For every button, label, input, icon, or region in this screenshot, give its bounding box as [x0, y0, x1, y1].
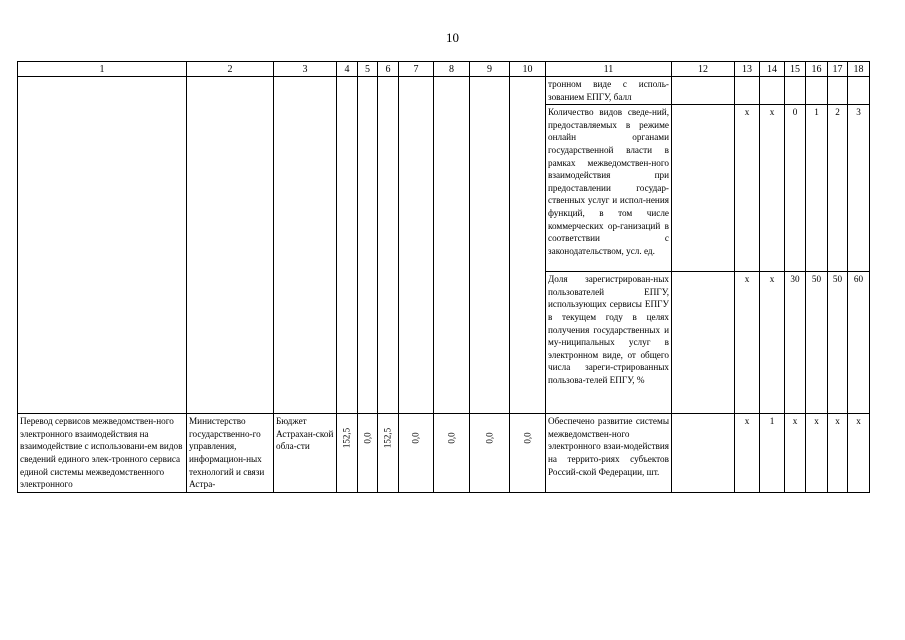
col-header: 11: [546, 62, 672, 77]
value-cell: 2: [828, 105, 848, 272]
col-header: 16: [806, 62, 828, 77]
funding-value: 0,0: [484, 432, 495, 444]
funding-value: 0,0: [362, 432, 373, 444]
value-cell: 0: [785, 105, 806, 272]
col-header: 3: [274, 62, 337, 77]
col-header: 7: [399, 62, 434, 77]
empty-cell: [470, 77, 510, 414]
value-cell: х: [848, 414, 870, 493]
value-cell: х: [735, 414, 760, 493]
funding-value: 152,5: [341, 428, 352, 449]
indicator-cell: Доля зарегистрирован-ных пользователей ЕПГУ, использующих сервисы ЕПГУ в текущем году в целях получения государственных и му-ниципальных услуг в электронном виде, от общего числа зареги-стрированных пользова-телей ЕПГУ, %: [546, 272, 672, 414]
funding-source-cell: Бюджет Астрахан-ской обла-сти: [274, 414, 337, 493]
col-header: 12: [672, 62, 735, 77]
value-cell: х: [760, 105, 785, 272]
funding-cell: [378, 414, 399, 493]
funding-cell: [337, 414, 358, 493]
value-cell: х: [735, 272, 760, 414]
funding-cell: [399, 414, 434, 493]
measure-name-cell: Перевод сервисов межведомствен-ного электронного взаимодействия на взаимодействие с использовани-ем видов сведений единого элек-тронного сервиса единой системы межведомственного электронного: [18, 414, 187, 493]
value-cell: 30: [785, 272, 806, 414]
value-cell: 3: [848, 105, 870, 272]
value-cell: [785, 77, 806, 105]
funding-cell: [358, 414, 378, 493]
indicator-cell: тронном виде с исполь-зованием ЕПГУ, балл: [546, 77, 672, 105]
col-header: 15: [785, 62, 806, 77]
empty-cell: [434, 77, 470, 414]
value-cell: [760, 77, 785, 105]
empty-cell: [510, 77, 546, 414]
empty-cell: [672, 105, 735, 272]
empty-cell: [378, 77, 399, 414]
page-number: 10: [446, 30, 459, 45]
value-cell: [828, 77, 848, 105]
column-number-row: [18, 62, 870, 77]
value-cell: х: [828, 414, 848, 493]
col-header: 4: [337, 62, 358, 77]
empty-cell: [399, 77, 434, 414]
col-header: 14: [760, 62, 785, 77]
funding-value: 152,5: [382, 428, 393, 449]
funding-cell: [510, 414, 546, 493]
empty-cell: [358, 77, 378, 414]
executor-cell: Министерство государственно-го управления, информацион-ных технологий и связи Астра-: [187, 414, 274, 493]
col-header: 10: [510, 62, 546, 77]
col-header: 6: [378, 62, 399, 77]
empty-cell: [672, 272, 735, 414]
empty-cell: [274, 77, 337, 414]
col-header: 9: [470, 62, 510, 77]
indicator-cell: Обеспечено развитие системы межведомствен-ного электронного взаи-модействия на террито-риях субъектов Россий-ской Федерации, шт.: [546, 414, 672, 493]
value-cell: [806, 77, 828, 105]
empty-cell: [187, 77, 274, 414]
empty-cell: [672, 414, 735, 493]
value-cell: 50: [828, 272, 848, 414]
funding-value: 0,0: [522, 432, 533, 444]
value-cell: 1: [806, 105, 828, 272]
value-cell: х: [806, 414, 828, 493]
program-table: [17, 61, 870, 493]
table-row: [18, 77, 870, 105]
funding-value: 0,0: [410, 432, 421, 444]
col-header: 1: [18, 62, 187, 77]
funding-value: 0,0: [446, 432, 457, 444]
empty-cell: [672, 77, 735, 105]
funding-cell: [434, 414, 470, 493]
value-cell: х: [785, 414, 806, 493]
col-header: 8: [434, 62, 470, 77]
col-header: 2: [187, 62, 274, 77]
col-header: 5: [358, 62, 378, 77]
value-cell: х: [760, 272, 785, 414]
funding-cell: [470, 414, 510, 493]
empty-cell: [337, 77, 358, 414]
value-cell: 50: [806, 272, 828, 414]
value-cell: 1: [760, 414, 785, 493]
indicator-cell: Количество видов сведе-ний, предоставляемых в режиме онлайн органами государственной власти в рамках межведомствен-ного взаимодействия при предоставлении государ-ственных услуг и испол-нения функций, в том числе коммерческих ор-ганизаций в соответствии с законодательством, усл. ед.: [546, 105, 672, 272]
col-header: 13: [735, 62, 760, 77]
col-header: 18: [848, 62, 870, 77]
value-cell: [848, 77, 870, 105]
table-row: [18, 414, 870, 493]
value-cell: х: [735, 105, 760, 272]
col-header: 17: [828, 62, 848, 77]
value-cell: [735, 77, 760, 105]
empty-cell: [18, 77, 187, 414]
value-cell: 60: [848, 272, 870, 414]
